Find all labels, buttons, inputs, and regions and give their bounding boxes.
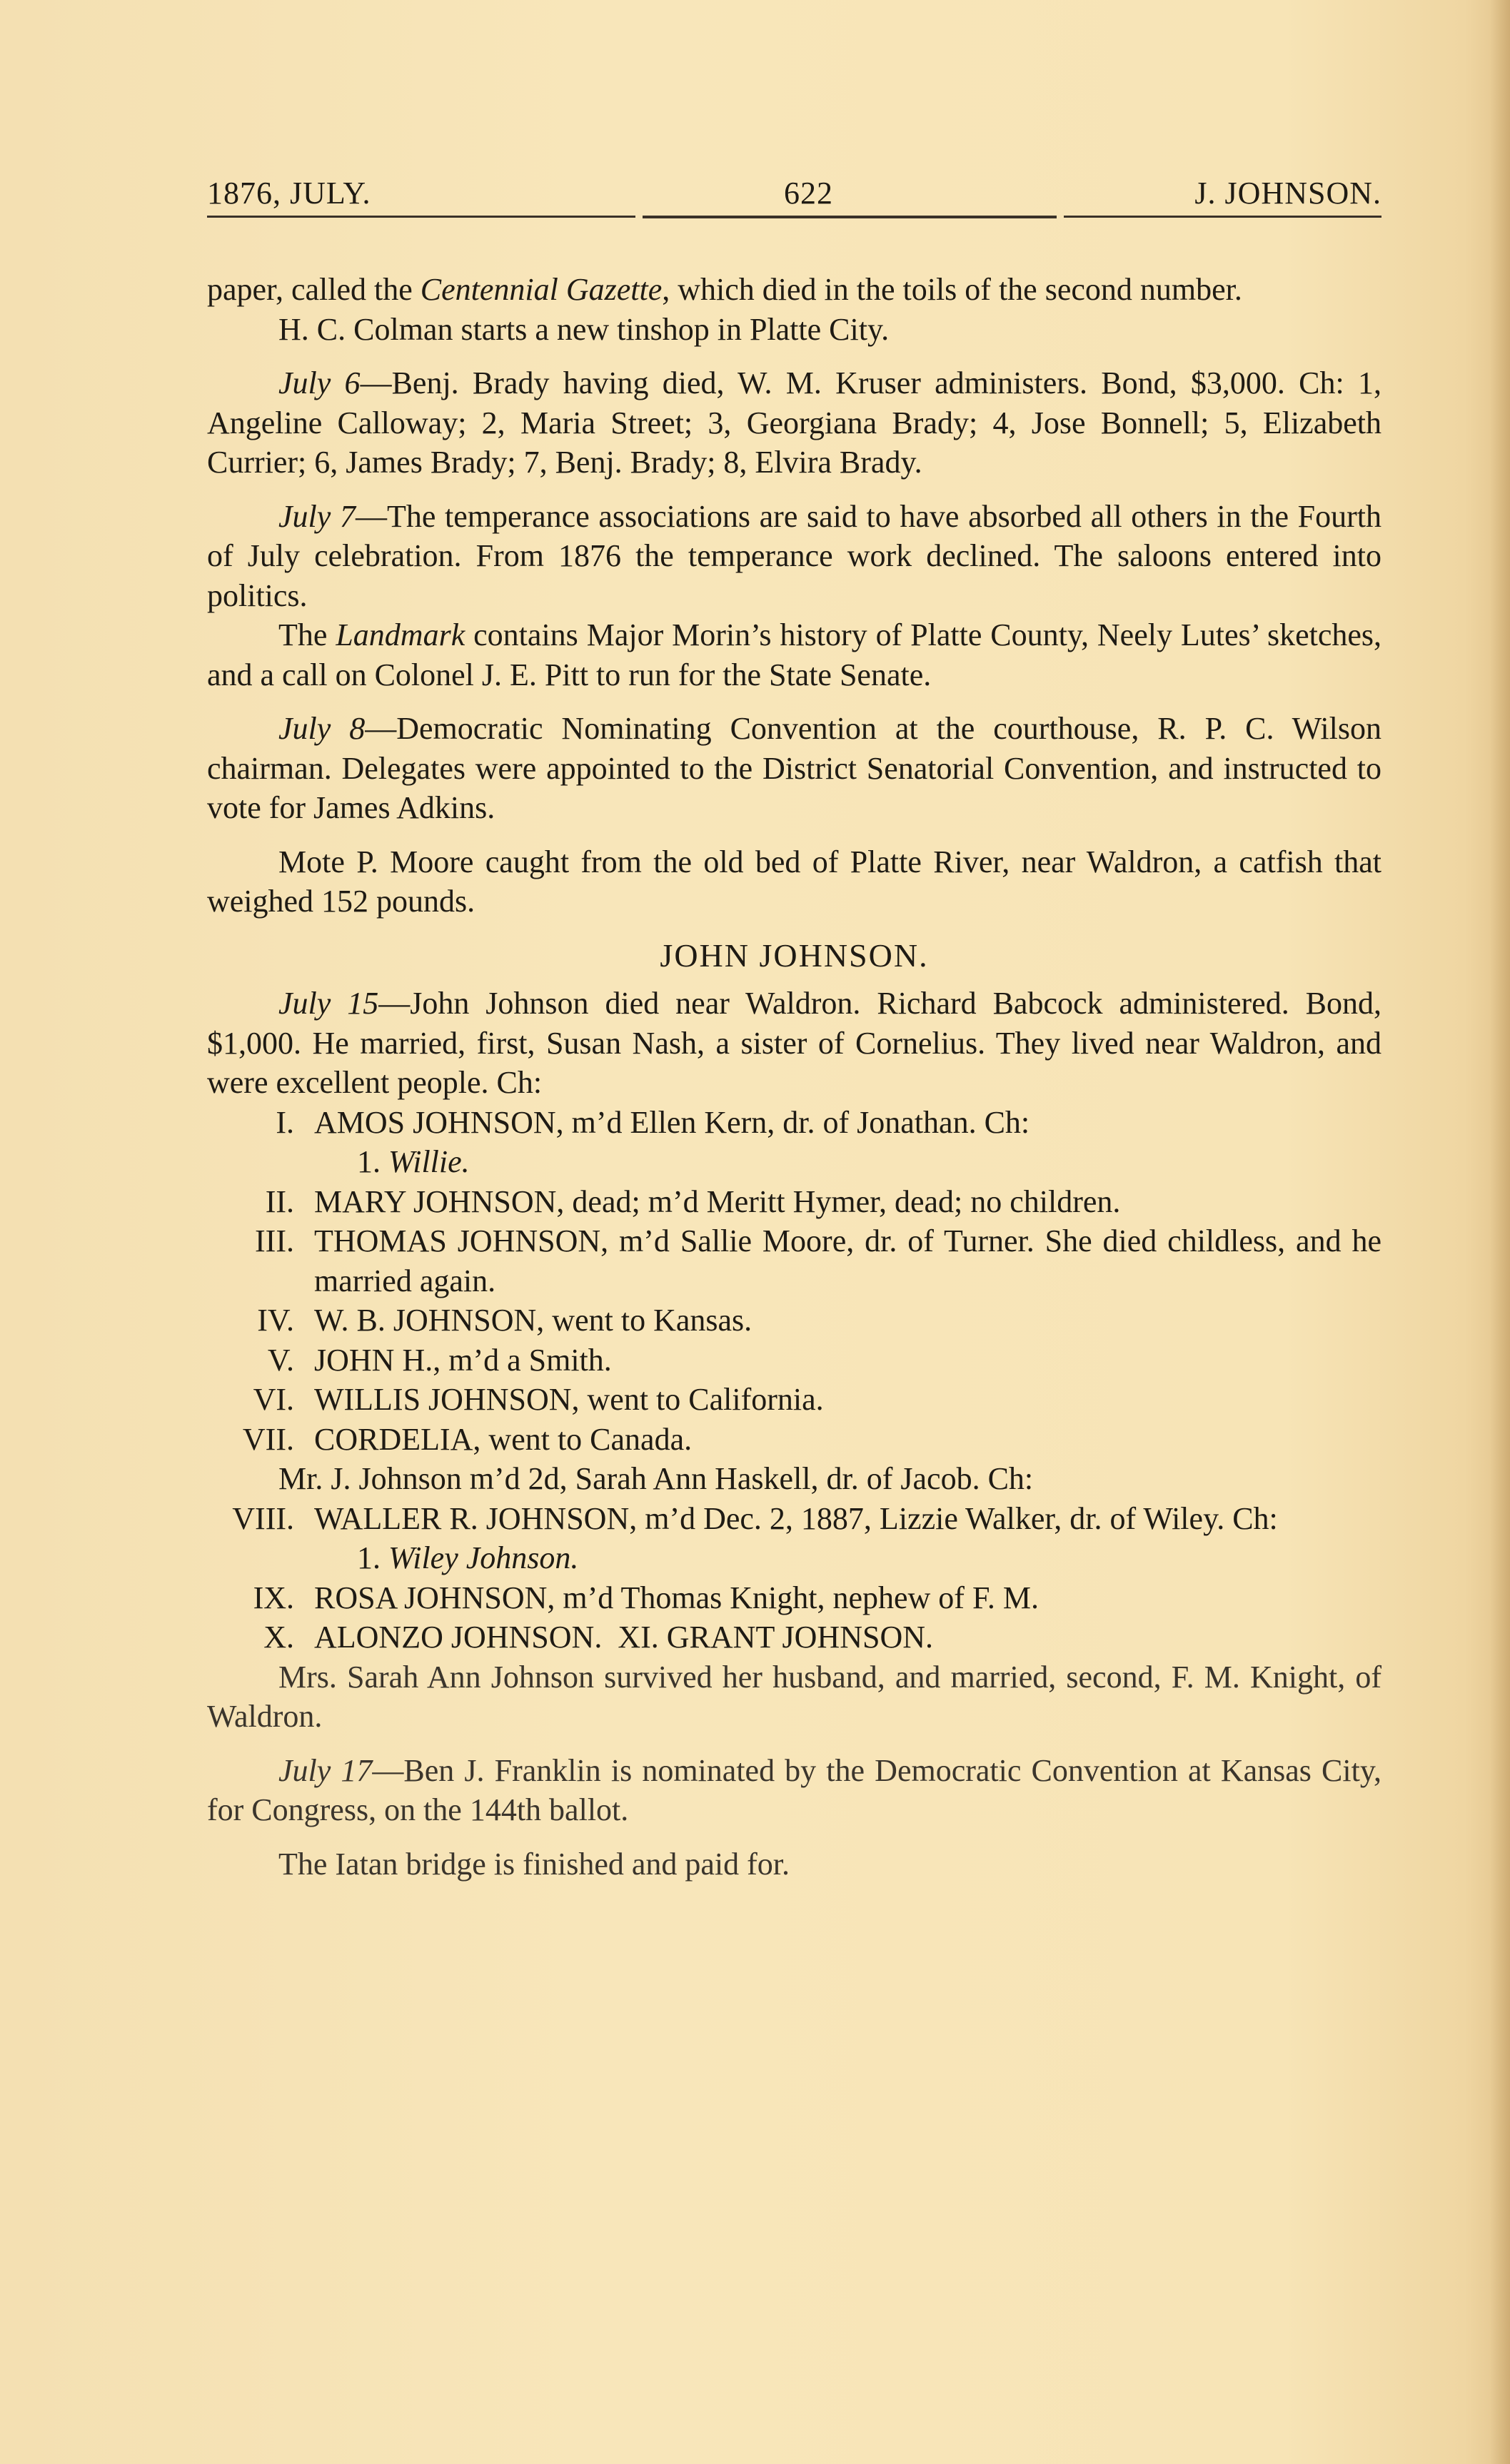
publication-title: Landmark bbox=[336, 617, 465, 652]
header-rule-left bbox=[207, 216, 635, 218]
roman-numeral: V. bbox=[267, 1342, 294, 1378]
roman-numeral: IX. bbox=[253, 1580, 294, 1615]
child-entry: II. MARY JOHNSON, dead; m’d Meritt Hymer, dead; no children. bbox=[207, 1182, 1381, 1222]
entry-date: July 8 bbox=[278, 711, 366, 746]
paragraph-tinshop: H. C. Colman starts a new tinshop in Platte City. bbox=[278, 311, 890, 347]
paragraph-gazette: paper, called the Centennial Gazette, which died in the toils of the second number. bbox=[207, 272, 1242, 307]
child-entry: V. JOHN H., m’d a Smith. bbox=[207, 1340, 1381, 1380]
paragraph-second-marriage: Mr. J. Johnson m’d 2d, Sarah Ann Haskell, dr. of Jacob. Ch: bbox=[278, 1461, 1034, 1496]
publication-title: Centennial Gazette bbox=[420, 272, 663, 307]
roman-numeral: VI. bbox=[253, 1382, 294, 1417]
entry-date: July 6 bbox=[278, 365, 361, 400]
paragraph-catfish: Mote P. Moore caught from the old bed of Platte River, near Waldron, a catfish that weighed 152 pounds. bbox=[207, 844, 1381, 919]
child-entry: IV. W. B. JOHNSON, went to Kansas. bbox=[207, 1301, 1381, 1340]
roman-numeral: X. bbox=[263, 1620, 294, 1655]
header-rule-center bbox=[643, 216, 1057, 218]
running-header bbox=[207, 175, 1381, 218]
section-heading: JOHN JOHNSON. bbox=[660, 936, 929, 974]
body-text bbox=[207, 270, 1381, 1884]
entry-july-15: July 15—John Johnson died near Waldron. Richard Babcock administered. Bond, $1,000. He married, first, Susan Nash, a sister of Cornelius. They lived near Waldron, and were excellent people. Ch: bbox=[207, 986, 1381, 1100]
children-list-first-marriage bbox=[207, 1103, 1381, 1460]
grandchild-entry: 1. Wiley Johnson. bbox=[357, 1540, 579, 1575]
grandchild-entry: 1. Willie. bbox=[357, 1144, 470, 1179]
header-subject: J. JOHNSON. bbox=[1194, 176, 1381, 211]
child-entry: VII. CORDELIA, went to Canada. bbox=[207, 1420, 1381, 1460]
entry-july-6: July 6—Benj. Brady having died, W. M. Kruser administers. Bond, $3,000. Ch: 1, Angeline Calloway; 2, Maria Street; 3, Georgiana Brady; 4, Jose Bonnell; 5, Elizabeth Currier; 6, James Brady; 7, Benj. Brady; 8, Elvira Brady. bbox=[207, 365, 1381, 480]
entry-date: July 15 bbox=[278, 986, 379, 1021]
roman-numeral: XI. bbox=[618, 1620, 659, 1655]
child-entry: IX. ROSA JOHNSON, m’d Thomas Knight, nephew of F. M. bbox=[207, 1578, 1381, 1618]
paragraph-iatan-bridge: The Iatan bridge is finished and paid for. bbox=[278, 1846, 790, 1882]
entry-date: July 7 bbox=[278, 498, 356, 534]
children-list-second-marriage bbox=[207, 1499, 1381, 1657]
child-entry: I. AMOS JOHNSON, m’d Ellen Kern, dr. of Jonathan. Ch: bbox=[207, 1103, 1381, 1143]
roman-numeral: VIII. bbox=[232, 1500, 294, 1536]
entry-july-7: July 7—The temperance associations are said to have absorbed all others in the Fourth of July celebration. From 1876 the temperance work declined. The saloons entered into politics. bbox=[207, 498, 1381, 613]
roman-numeral: I. bbox=[276, 1104, 294, 1140]
header-rule-right bbox=[1064, 216, 1381, 218]
roman-numeral: II. bbox=[265, 1183, 294, 1219]
page-number: 622 bbox=[784, 176, 833, 211]
page-edge-shadow bbox=[1490, 0, 1510, 2464]
entry-date: July 17 bbox=[278, 1752, 373, 1788]
child-entry: VIII. WALLER R. JOHNSON, m’d Dec. 2, 1887, Lizzie Walker, dr. of Wiley. Ch: bbox=[207, 1499, 1381, 1539]
paragraph-landmark: The Landmark contains Major Morin’s history of Platte County, Neely Lutes’ sketches, and a call on Colonel J. E. Pitt to run for the State Senate. bbox=[207, 617, 1381, 692]
entry-july-17: July 17—Ben J. Franklin is nominated by the Democratic Convention at Kansas City, for Congress, on the 144th ballot. bbox=[207, 1752, 1381, 1827]
child-entry: VI. WILLIS JOHNSON, went to California. bbox=[207, 1380, 1381, 1420]
roman-numeral: IV. bbox=[257, 1303, 294, 1338]
roman-numeral: III. bbox=[255, 1223, 294, 1258]
entry-july-8: July 8—Democratic Nominating Convention at the courthouse, R. P. C. Wilson chairman. Delegates were appointed to the District Senatorial Convention, and instructed to vote for James Adkins. bbox=[207, 711, 1381, 825]
child-entry: III. THOMAS JOHNSON, m’d Sallie Moore, dr. of Turner. She died childless, and he married again. bbox=[207, 1221, 1381, 1301]
paragraph-widow: Mrs. Sarah Ann Johnson survived her husband, and married, second, F. M. Knight, of Waldron. bbox=[207, 1659, 1381, 1734]
child-entry: X. ALONZO JOHNSON. XI. GRANT JOHNSON. bbox=[207, 1617, 1381, 1657]
roman-numeral: VII. bbox=[242, 1421, 294, 1457]
header-date: 1876, JULY. bbox=[207, 176, 371, 211]
